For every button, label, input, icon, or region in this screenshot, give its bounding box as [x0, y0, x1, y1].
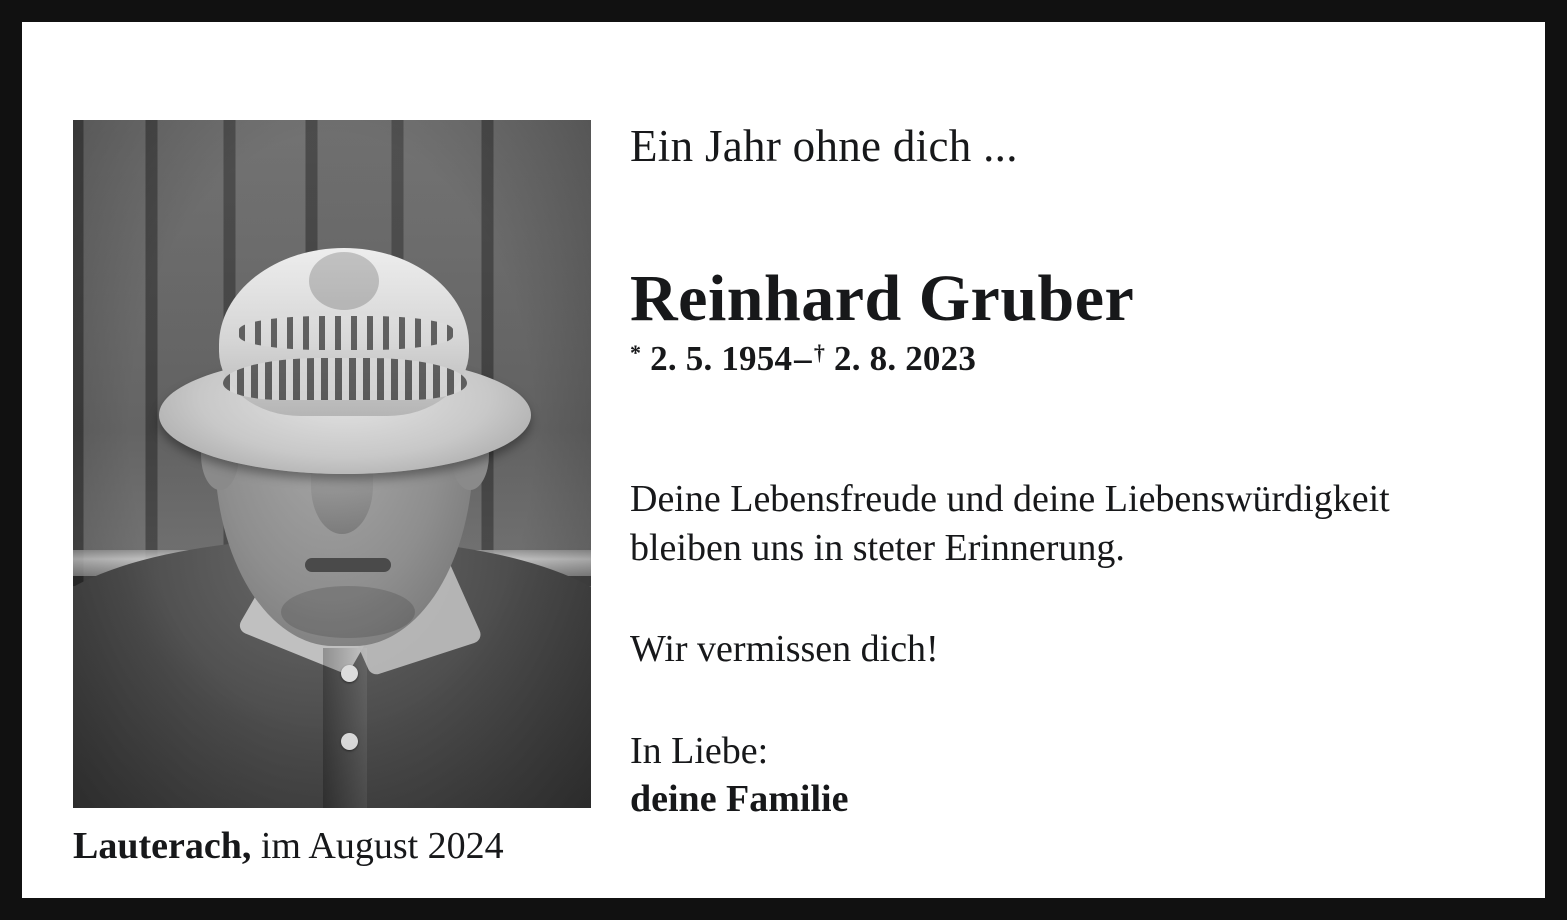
footer-date: im August 2024	[260, 825, 504, 867]
deceased-name: Reinhard Gruber	[630, 262, 1135, 335]
footer-place: Lauterach,	[73, 825, 252, 867]
obituary-content	[22, 22, 1545, 898]
missing-line: Wir vermissen dich!	[630, 627, 939, 670]
verse-text	[630, 475, 1505, 572]
birth-date: 2. 5. 1954	[650, 339, 793, 379]
obituary-card	[22, 22, 1545, 898]
footer-line	[73, 824, 504, 868]
portrait-image	[73, 120, 591, 808]
date-separator: –	[794, 339, 812, 379]
closing-family: deine Familie	[630, 777, 849, 820]
life-dates	[630, 339, 1505, 379]
death-date: 2. 8. 2023	[834, 339, 977, 379]
obituary-text-column	[630, 120, 1505, 821]
photo-vignette	[73, 120, 591, 808]
death-symbol: †	[813, 340, 826, 366]
intro-line: Ein Jahr ohne dich ...	[630, 121, 1018, 171]
birth-symbol: *	[630, 340, 642, 366]
verse-line-2: bleiben uns in steter Erinnerung.	[630, 526, 1125, 569]
verse-line-1: Deine Lebensfreude und deine Liebenswürdigkeit	[630, 478, 1390, 521]
closing-label: In Liebe:	[630, 729, 769, 772]
portrait-photo	[73, 120, 591, 808]
